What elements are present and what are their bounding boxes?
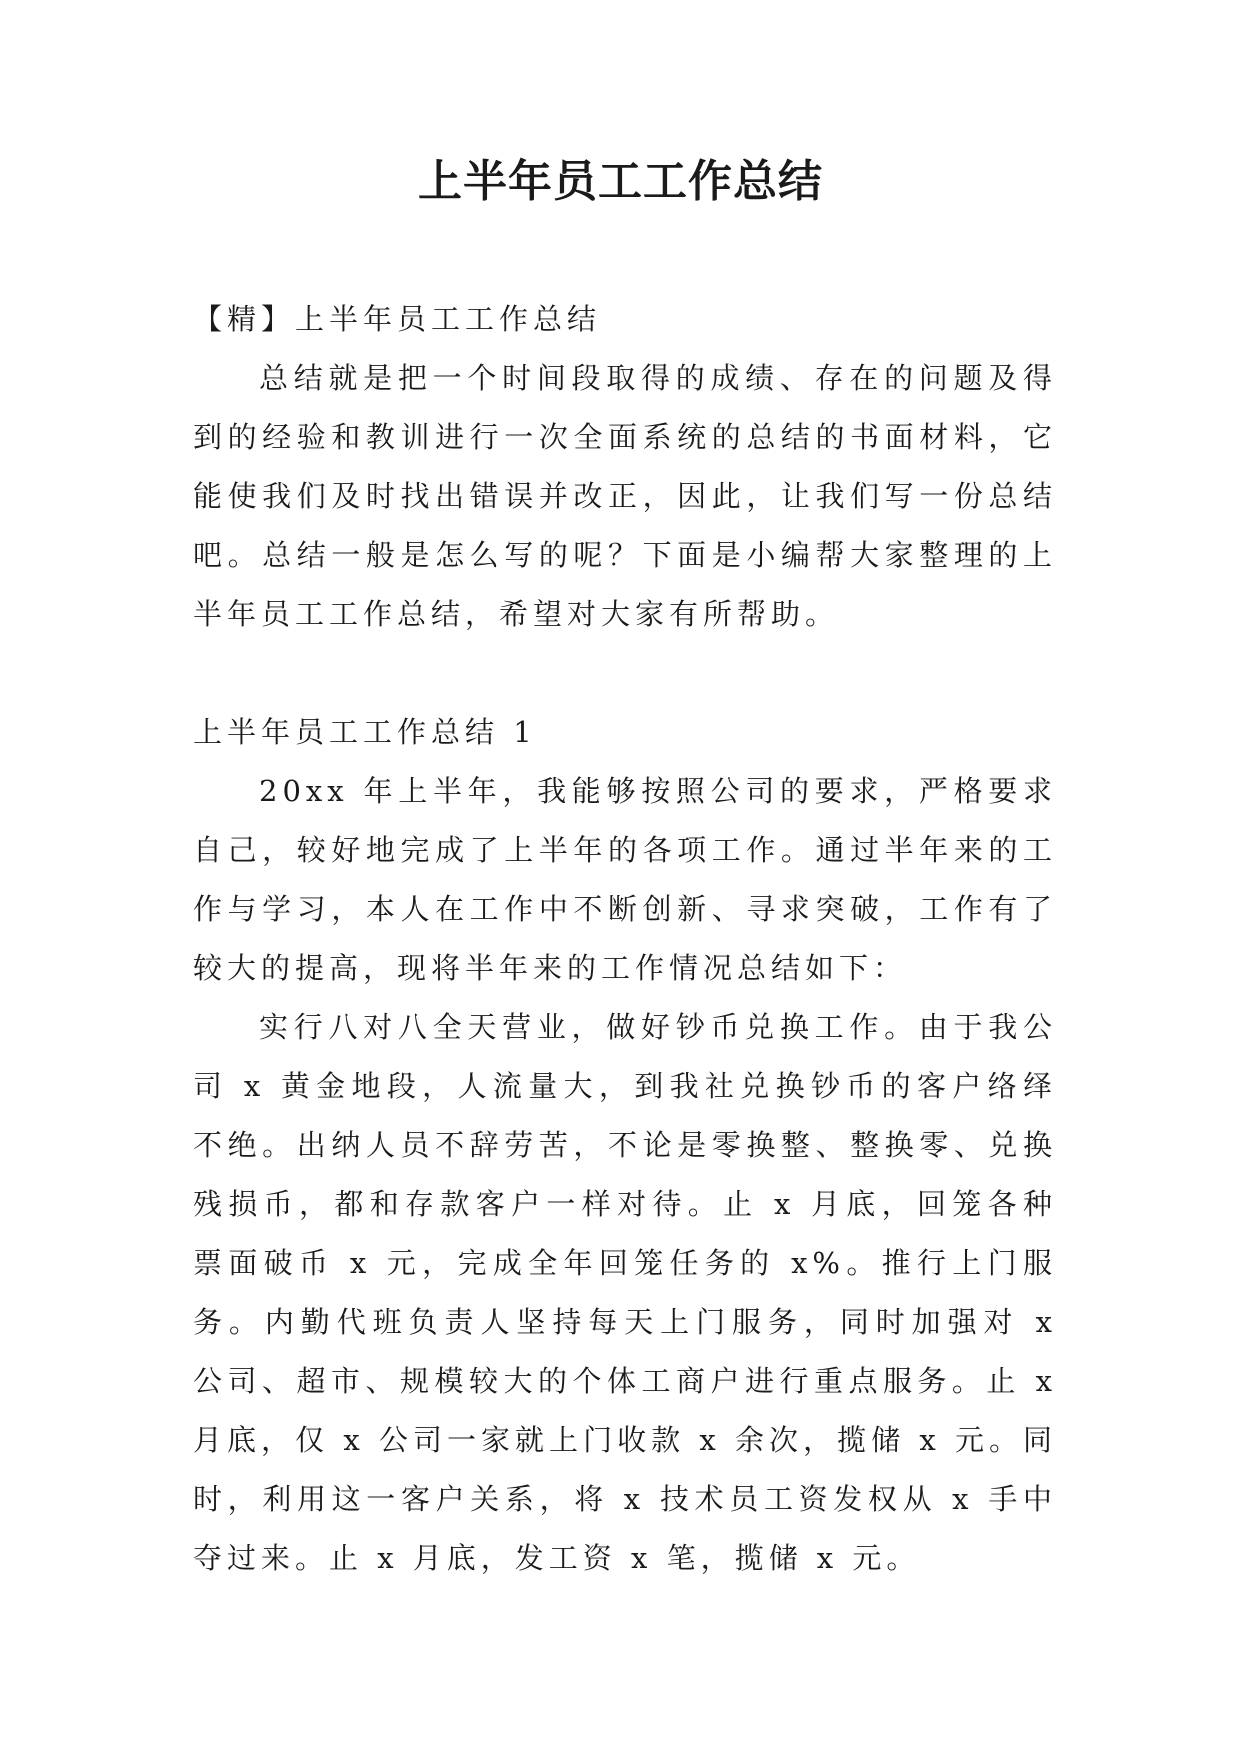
document-subtitle: 【精】上半年员工工作总结 (193, 302, 602, 336)
document-body (193, 290, 1057, 1588)
paragraph-spacer (193, 644, 1057, 703)
document-title: 上半年员工工作总结 (418, 156, 823, 207)
intro-paragraph: 总结就是把一个时间段取得的成绩、存在的问题及得到的经验和教训进行一次全面系统的总结的书面材料，它能使我们及时找出错误并改正，因此，让我们写一份总结吧。总结一般是怎么写的呢？下面是小编帮大家整理的上半年员工工作总结，希望对大家有所帮助。 (193, 361, 1057, 631)
body-paragraph: 实行八对八全天营业，做好钞币兑换工作。由于我公司 x 黄金地段，人流量大，到我社兑换钞币的客户络绎不绝。出纳人员不辞劳苦，不论是零换整、整换零、兑换残损币，都和存款客户一样对待。止 x 月底，回笼各种票面破币 x 元，完成全年回笼任务的 x%。推行上门服务。内勤代班负责人坚持每天上门服务，同时加强对 x 公司、超市、规模较大的个体工商户进行重点服务。止 x 月底，仅 x 公司一家就上门收款 x 余次，揽储 x 元。同时，利用这一客户关系，将 x 技术员工资发权从 x 手中夺过来。止 x 月底，发工资 x 笔，揽储 x 元。 (193, 1010, 1057, 1575)
section-heading: 上半年员工工作总结 1 (193, 715, 537, 749)
body-paragraph: 20xx 年上半年，我能够按照公司的要求，严格要求自己，较好地完成了上半年的各项工作。通过半年来的工作与学习，本人在工作中不断创新、寻求突破，工作有了较大的提高，现将半年来的工作情况总结如下： (193, 774, 1057, 985)
